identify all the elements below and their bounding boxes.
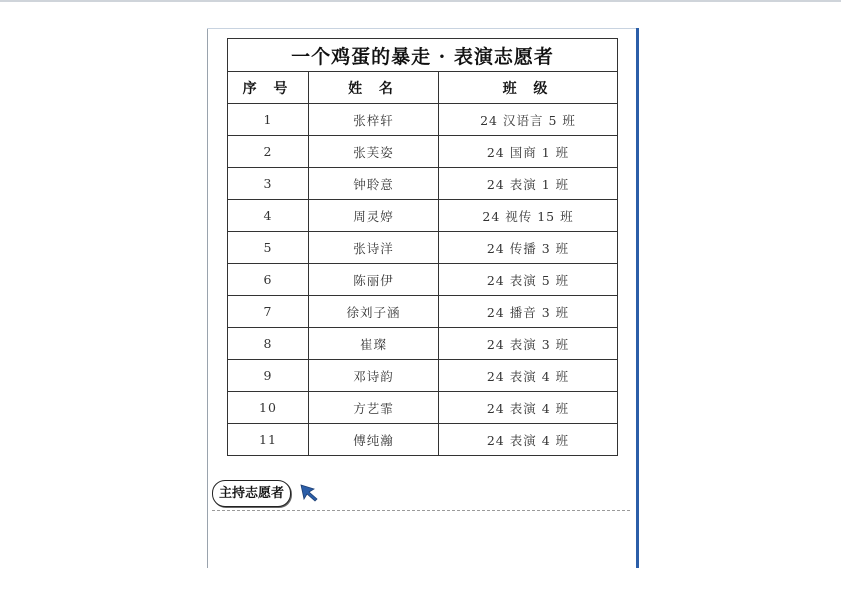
header-number: 序 号 [228, 72, 309, 104]
table-row [228, 392, 618, 424]
row-class: 24 表演 5 班 [439, 264, 618, 296]
row-class: 24 视传 15 班 [439, 200, 618, 232]
row-number: 7 [228, 296, 309, 328]
row-number: 8 [228, 328, 309, 360]
window-top-rule [0, 0, 841, 2]
row-class: 24 传播 3 班 [439, 232, 618, 264]
table-row [228, 168, 618, 200]
table-row [228, 104, 618, 136]
table-row [228, 264, 618, 296]
row-class: 24 国商 1 班 [439, 136, 618, 168]
page-right-edge [636, 28, 639, 568]
arrow-pointer-icon [300, 484, 318, 502]
table-row [228, 360, 618, 392]
row-class: 24 表演 3 班 [439, 328, 618, 360]
table-header-row [228, 72, 618, 104]
row-name: 徐刘子涵 [309, 296, 439, 328]
table-row [228, 136, 618, 168]
table-row [228, 328, 618, 360]
table-row [228, 424, 618, 456]
row-name: 周灵婷 [309, 200, 439, 232]
page-top-edge [207, 28, 639, 29]
row-name: 张梓轩 [309, 104, 439, 136]
row-number: 4 [228, 200, 309, 232]
section-divider [212, 510, 630, 511]
header-name: 姓 名 [309, 72, 439, 104]
table-row [228, 232, 618, 264]
host-volunteers-tag: 主持志愿者 [212, 480, 291, 507]
row-name: 张诗洋 [309, 232, 439, 264]
row-class: 24 汉语言 5 班 [439, 104, 618, 136]
row-name: 陈丽伊 [309, 264, 439, 296]
row-number: 9 [228, 360, 309, 392]
row-class: 24 表演 4 班 [439, 424, 618, 456]
row-number: 2 [228, 136, 309, 168]
row-number: 3 [228, 168, 309, 200]
row-name: 张芙姿 [309, 136, 439, 168]
header-class: 班 级 [439, 72, 618, 104]
row-number: 10 [228, 392, 309, 424]
row-class: 24 表演 4 班 [439, 360, 618, 392]
row-name: 傅纯瀚 [309, 424, 439, 456]
volunteer-table [227, 38, 618, 456]
row-name: 方艺霏 [309, 392, 439, 424]
table-row [228, 200, 618, 232]
row-name: 崔璨 [309, 328, 439, 360]
row-class: 24 表演 1 班 [439, 168, 618, 200]
row-number: 5 [228, 232, 309, 264]
table-title-row [228, 39, 618, 72]
row-number: 1 [228, 104, 309, 136]
row-name: 钟聆意 [309, 168, 439, 200]
row-name: 邓诗韵 [309, 360, 439, 392]
row-number: 6 [228, 264, 309, 296]
row-number: 11 [228, 424, 309, 456]
row-class: 24 表演 4 班 [439, 392, 618, 424]
row-class: 24 播音 3 班 [439, 296, 618, 328]
table-title: 一个鸡蛋的暴走 · 表演志愿者 [228, 39, 618, 72]
table-row [228, 296, 618, 328]
